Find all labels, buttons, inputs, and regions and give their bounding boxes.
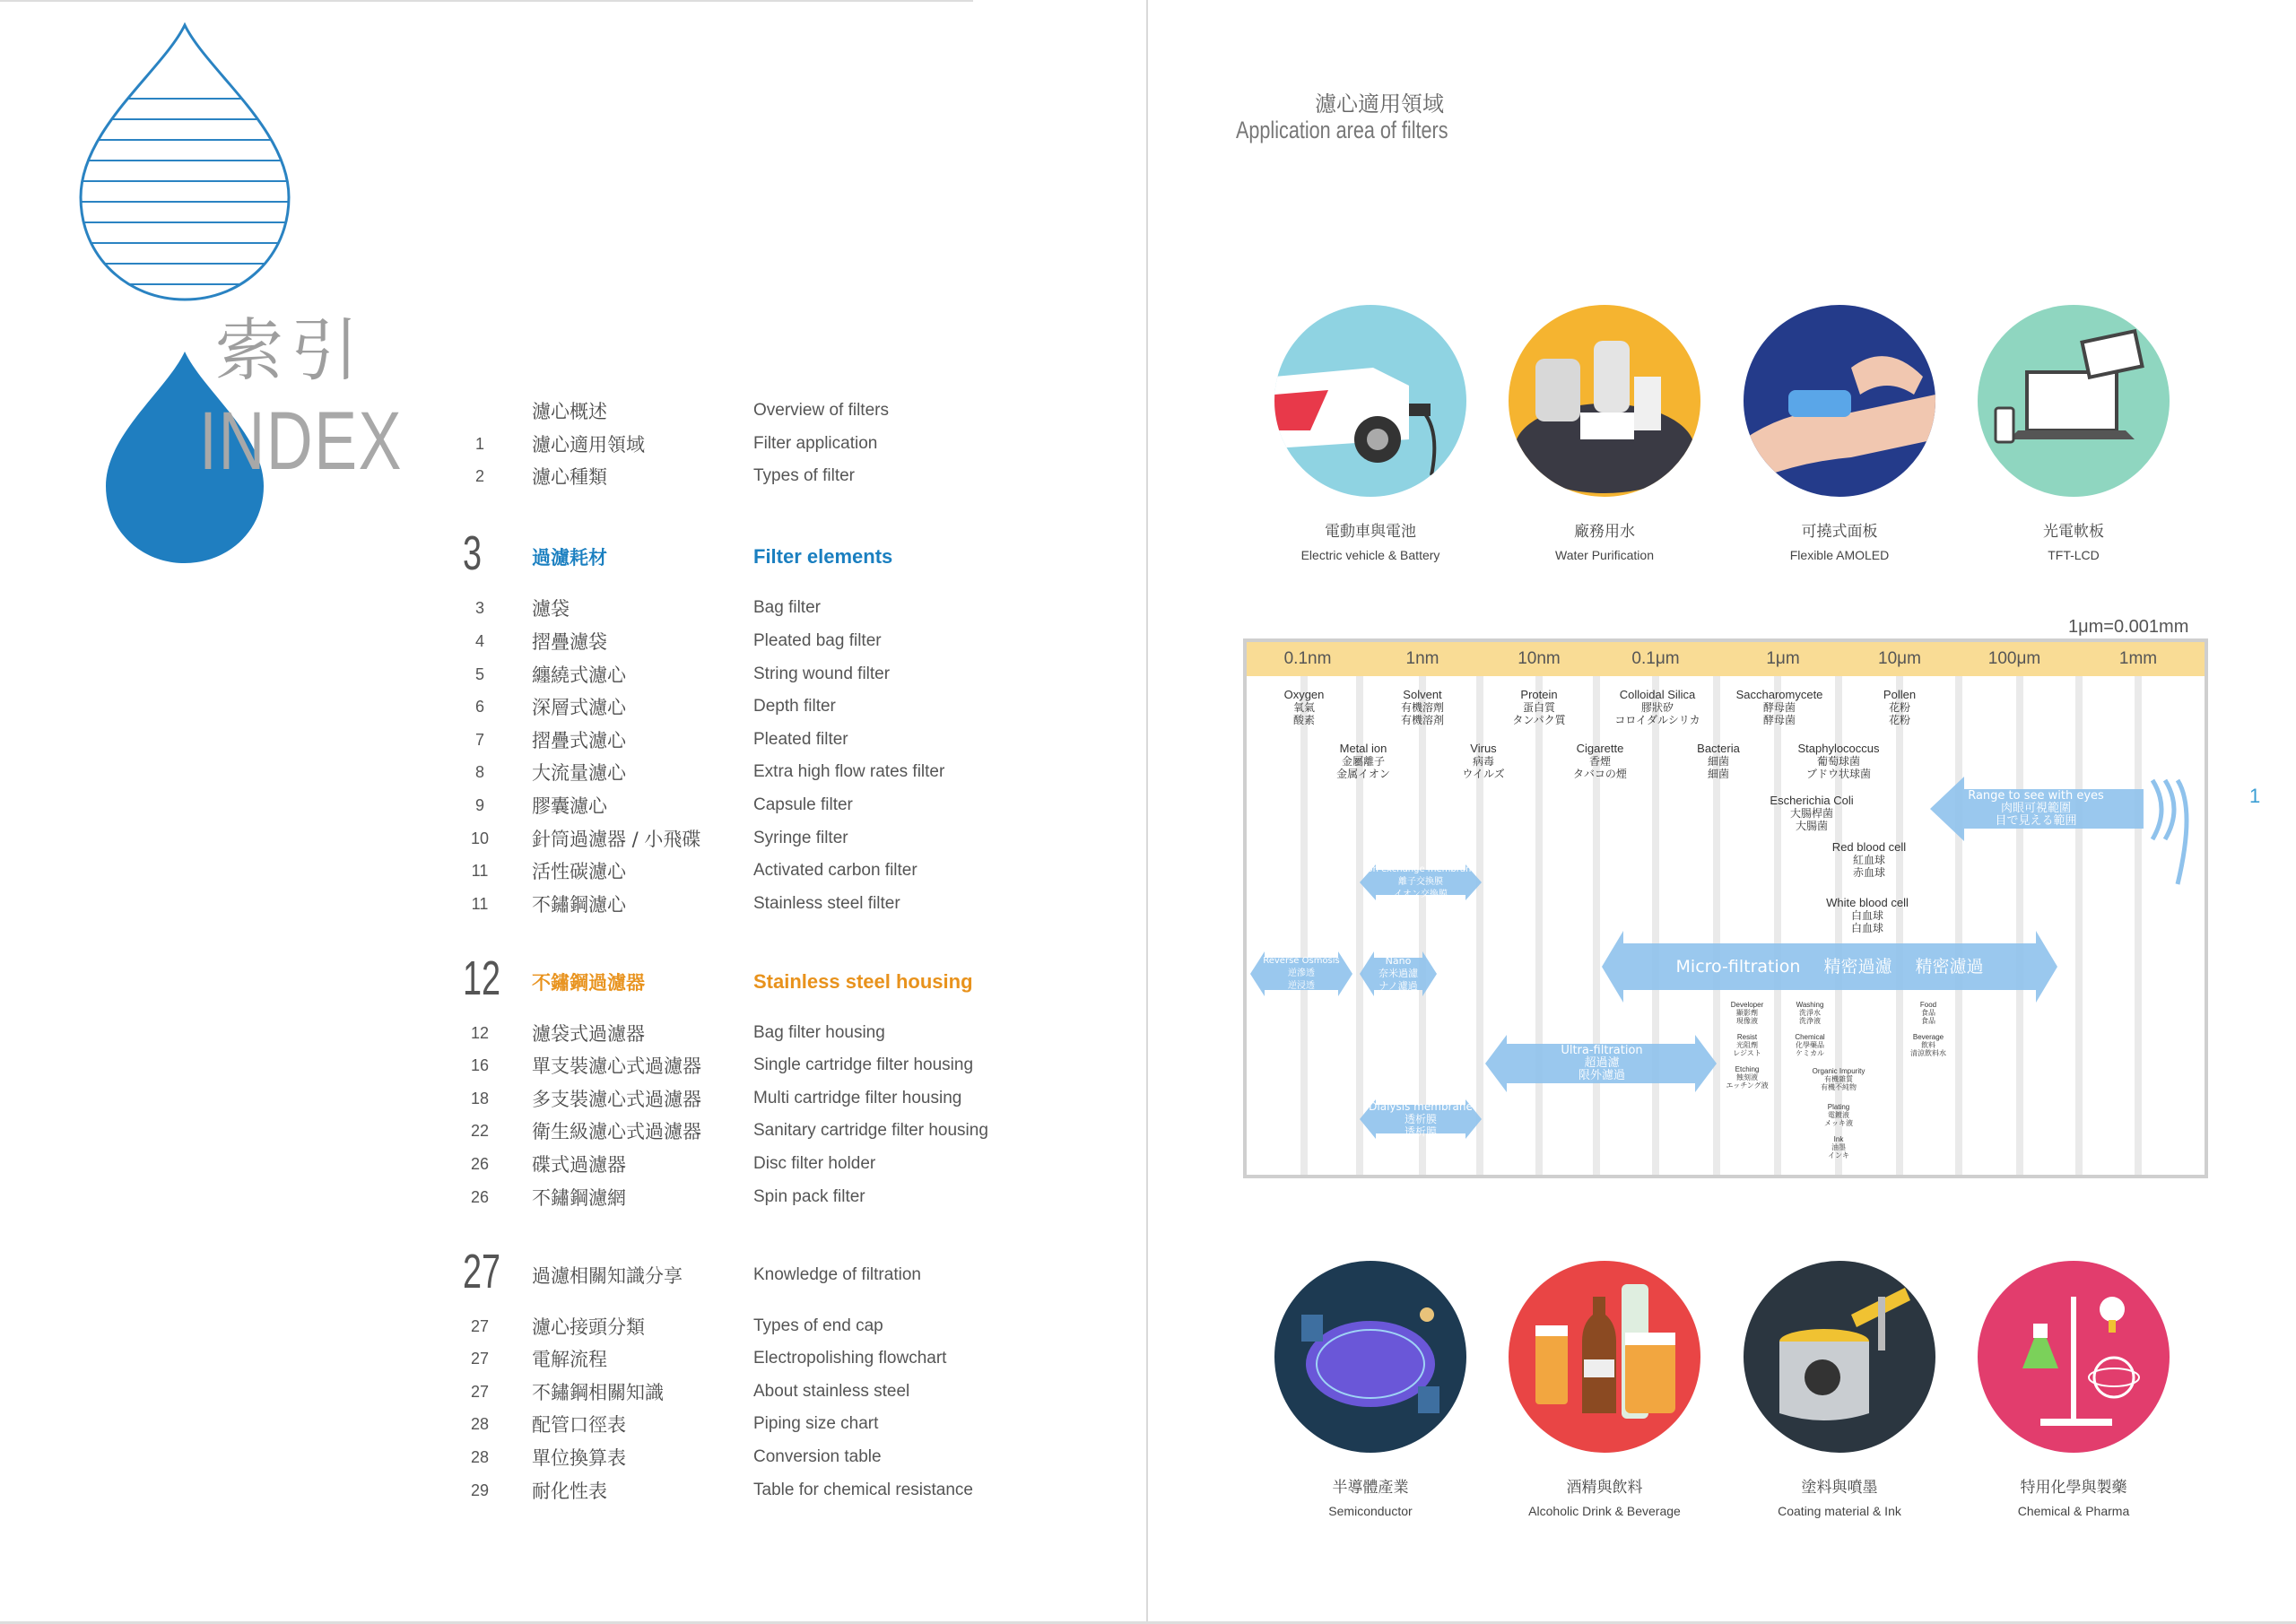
particle-cn: 白血球: [1850, 909, 1883, 922]
application-cn: 洗淨水: [1798, 1009, 1821, 1017]
application-cn: 油墨: [1831, 1143, 1846, 1151]
application-jp: 現像液: [1736, 1017, 1758, 1025]
section-title-en: Stainless steel housing: [753, 970, 973, 993]
particle-jp: 金属イオン: [1336, 768, 1390, 780]
range-cn: 離子交換膜: [1398, 877, 1443, 887]
toc-page-number: 7: [474, 730, 484, 749]
app-beverage[interactable]: [1488, 1261, 1721, 1518]
scale-tick: 10μm: [1878, 649, 1921, 668]
particle-cn: 病毒: [1472, 755, 1494, 768]
application-label: [1726, 1065, 1768, 1090]
toc-page-number: 1: [474, 434, 484, 453]
toc-title-cn: 耐化性表: [532, 1481, 607, 1502]
toc-page-number: 12: [470, 1023, 490, 1042]
application-cn: 顯影劑: [1736, 1009, 1758, 1017]
toc-title-en: Electropolishing flowchart: [753, 1349, 947, 1368]
toc-title-en: Capsule filter: [753, 795, 853, 814]
particle-en: White blood cell: [1826, 896, 1909, 909]
toc-title-cn: 多支裝濾心式過濾器: [532, 1089, 701, 1110]
application-label: [1731, 1001, 1763, 1025]
toc-title-en: Depth filter: [753, 697, 836, 716]
toc-title-cn: 濾心接頭分類: [532, 1316, 645, 1338]
application-jp: 有機不純物: [1821, 1083, 1857, 1091]
range-jp: 透析膜: [1404, 1125, 1438, 1138]
app-label-en: Semiconductor: [1328, 1504, 1413, 1518]
toc-title-cn: 膠囊濾心: [532, 795, 607, 817]
range-jp: 精密濾過: [1915, 957, 1984, 977]
page-title-en: Application area of filters: [1236, 117, 1448, 143]
water-drop-outline-icon: [77, 22, 292, 303]
toc-page-number: 28: [470, 1447, 490, 1466]
particle-en: Saccharomycete: [1735, 688, 1823, 701]
application-label: [1796, 1001, 1824, 1025]
range-cn: 逆滲透: [1287, 968, 1315, 978]
index-title-cn: 索引: [215, 310, 366, 390]
app-label-cn: 廠務用水: [1574, 523, 1635, 541]
toc-title-en: Types of end cap: [753, 1316, 883, 1335]
app-label-cn: 光電軟板: [2043, 523, 2104, 541]
application-jp: 清涼飲料水: [1910, 1049, 1946, 1057]
range-jp: イオン交換膜: [1394, 890, 1448, 899]
application-jp: 食品: [1920, 1017, 1935, 1025]
particle-en: Red blood cell: [1831, 840, 1907, 854]
range-label-ion: [1365, 864, 1477, 901]
particle-en: Virus: [1470, 742, 1497, 755]
range-cn: 透析膜: [1404, 1113, 1438, 1125]
section-title-en: Filter elements: [753, 545, 893, 568]
toc-title-en: Pleated filter: [753, 730, 848, 749]
particle-jp: 白血球: [1850, 922, 1883, 934]
particle-cn: 氧氣: [1292, 701, 1315, 714]
particle-jp: ウイルズ: [1462, 768, 1505, 780]
toc-title-en: Sanitary cartridge filter housing: [753, 1121, 988, 1140]
toc-title-cn: 針筒過濾器 / 小飛碟: [532, 829, 701, 850]
toc-title-cn: 不鏽鋼濾心: [532, 894, 626, 916]
app-label-en: Water Purification: [1555, 548, 1654, 562]
application-jp: ケミカル: [1796, 1049, 1824, 1057]
toc-title-en: Bag filter housing: [753, 1023, 885, 1042]
particle-cn: 酵母菌: [1762, 701, 1796, 714]
particle-en: Solvent: [1403, 688, 1442, 701]
application-label: [1910, 1033, 1946, 1057]
particle-jp: 酸素: [1292, 714, 1315, 726]
toc-title-en: Extra high flow rates filter: [753, 762, 945, 781]
toc-title-cn: 電解流程: [532, 1349, 607, 1370]
toc-title-cn: 摺疊濾袋: [532, 631, 607, 653]
range-label-dialysis: [1369, 1100, 1473, 1138]
application-en: Resist: [1736, 1033, 1758, 1041]
scale-tick: 1nm: [1405, 649, 1439, 668]
application-en: Ink: [1833, 1135, 1844, 1143]
toc-title-en: Spin pack filter: [753, 1187, 865, 1206]
scale-tick: 0.1μm: [1631, 649, 1680, 668]
app-label-en: TFT-LCD: [2048, 548, 2100, 562]
range-jp: 限外濾過: [1578, 1069, 1625, 1082]
application-jp: 洗浄液: [1798, 1017, 1821, 1025]
range-label-eyes: [1968, 790, 2104, 828]
particle-en: Colloidal Silica: [1619, 688, 1696, 701]
toc-title-cn: 活性碳濾心: [532, 861, 626, 882]
range-en: Nano: [1385, 955, 1412, 967]
page-title-cn: 濾心適用領域: [1315, 91, 1444, 117]
app-label-en: Coating material & Ink: [1778, 1504, 1901, 1518]
section-title-en: Knowledge of filtration: [753, 1265, 921, 1284]
wearable-display-icon: [1744, 305, 1935, 497]
toc-title-cn: 濾袋: [532, 598, 570, 620]
application-cn: 有機雜質: [1824, 1075, 1853, 1083]
toc-title-en: Stainless steel filter: [753, 894, 900, 913]
range-en: Ultra-filtration: [1561, 1044, 1643, 1057]
section-number: 27: [463, 1245, 501, 1298]
range-label-micro: [1675, 957, 1984, 977]
particle-jp: 大腸菌: [1795, 820, 1829, 832]
toc-page-number: 27: [470, 1316, 490, 1335]
particle-en: Protein: [1520, 688, 1558, 701]
application-en: Food: [1919, 1001, 1937, 1009]
toc-title-cn: 碟式過濾器: [532, 1154, 626, 1176]
particle-cn: 大腸桿菌: [1789, 807, 1834, 820]
particle-en: Metal ion: [1339, 742, 1387, 755]
app-electric-vehicle[interactable]: [1254, 305, 1487, 562]
particle-jp: 酵母菌: [1762, 714, 1796, 726]
toc-title-cn: 配管口徑表: [532, 1414, 626, 1436]
application-cn: 電鍍液: [1828, 1111, 1849, 1119]
section-title-cn: 不鏽鋼過濾器: [532, 972, 645, 994]
toc-title-en: Overview of filters: [753, 401, 889, 420]
section-title-cn: 過濾耗材: [532, 547, 607, 569]
particle-cn: 葡萄球菌: [1816, 755, 1860, 768]
application-en: Beverage: [1912, 1033, 1944, 1041]
application-jp: レジスト: [1733, 1049, 1761, 1057]
toc-title-en: String wound filter: [753, 664, 891, 683]
laptop-icon: [1978, 305, 2170, 497]
section-title-cn: 過濾相關知識分享: [532, 1265, 683, 1287]
range-label-ro: [1263, 955, 1340, 993]
toc-title-cn: 單支裝濾心式過濾器: [532, 1055, 701, 1077]
application-cn: 食品: [1920, 1009, 1935, 1017]
application-en: Etching: [1735, 1065, 1760, 1073]
particle-en: Bacteria: [1697, 742, 1740, 755]
filtration-range-arrows: [1247, 642, 2205, 1175]
range-label-nano: [1378, 955, 1418, 993]
range-cn: 精密過濾: [1823, 957, 1892, 977]
app-semiconductor[interactable]: [1254, 1261, 1487, 1518]
app-label-cn: 酒精與飲料: [1566, 1479, 1643, 1497]
toc-title-en: Conversion table: [753, 1447, 882, 1466]
particle-en: Cigarette: [1576, 742, 1624, 755]
application-label: [1828, 1135, 1849, 1159]
section-number: 12: [463, 951, 501, 1005]
range-jp: 目で見える範囲: [1995, 814, 2077, 828]
particle-cn: 香煙: [1588, 755, 1612, 768]
toc-title-cn: 深層式濾心: [532, 697, 626, 718]
app-label-en: Flexible AMOLED: [1789, 548, 1890, 562]
toc-title-cn: 不鏽鋼濾網: [532, 1187, 626, 1209]
toc-title-en: Bag filter: [753, 598, 821, 617]
application-en: Developer: [1730, 1001, 1764, 1009]
application-jp: インキ: [1828, 1151, 1849, 1159]
app-label-cn: 電動車與電池: [1325, 523, 1416, 541]
toc-title-en: Types of filter: [753, 466, 855, 485]
particle-jp: 有機溶剤: [1400, 714, 1445, 726]
range-cn: 奈米過濾: [1378, 968, 1418, 979]
particle-jp: タンパク質: [1512, 714, 1566, 726]
page-number: 1: [2249, 785, 2261, 807]
toc-title-cn: 濾心種類: [532, 466, 607, 488]
particle-en: Pollen: [1883, 688, 1917, 701]
particle-cn: 紅血球: [1852, 854, 1886, 866]
app-tft-lcd[interactable]: [1957, 305, 2190, 562]
section-number: 3: [463, 526, 483, 580]
toc-page-number: 29: [470, 1481, 490, 1499]
particle-cn: 金屬離子: [1341, 755, 1386, 768]
application-jp: エッチング液: [1726, 1081, 1769, 1090]
particle-cn: 有機溶劑: [1400, 701, 1445, 714]
application-cn: 飲料: [1921, 1041, 1935, 1049]
toc-page-number: 5: [474, 664, 484, 683]
index-title-en: INDEX: [199, 395, 404, 487]
particle-en: Staphylococcus: [1797, 742, 1880, 755]
application-label: [1733, 1033, 1761, 1057]
toc-page-number: 18: [470, 1089, 490, 1107]
app-flexible-amoled[interactable]: [1723, 305, 1956, 562]
particle-cn: 蛋白質: [1522, 701, 1556, 714]
app-label-en: Electric vehicle & Battery: [1300, 548, 1440, 562]
toc-page-number: 6: [474, 697, 484, 716]
particle-jp: 花粉: [1888, 714, 1911, 726]
toc-title-cn: 纏繞式濾心: [532, 664, 626, 686]
toc-title-en: Activated carbon filter: [753, 861, 918, 880]
toc-page-number: 4: [474, 631, 484, 650]
scale-tick: 10nm: [1518, 649, 1561, 668]
toc-page-number: 2: [474, 466, 484, 485]
toc-title-en: Filter application: [753, 434, 878, 453]
semiconductor-wafer-icon: [1274, 1261, 1466, 1453]
particle-cn: 花粉: [1888, 701, 1911, 714]
scale-tick: 1μm: [1766, 649, 1800, 668]
scale-tick: 0.1nm: [1283, 649, 1332, 668]
toc-title-cn: 濾心概述: [532, 401, 607, 422]
top-rule: [0, 0, 973, 2]
app-water-purification[interactable]: [1488, 305, 1721, 562]
range-cn: 超過濾: [1584, 1056, 1620, 1070]
particle-jp: 赤血球: [1852, 866, 1886, 879]
particle-jp: コロイダルシリカ: [1614, 714, 1700, 726]
application-en: Plating: [1827, 1103, 1850, 1111]
range-jp: ナノ濾過: [1378, 980, 1418, 992]
application-en: Organic Impurity: [1812, 1067, 1866, 1075]
scale-tick: 100μm: [1987, 649, 2041, 668]
toc-title-cn: 濾袋式過濾器: [532, 1023, 645, 1045]
unit-note: 1μm=0.001mm: [2068, 617, 2189, 637]
toc-page-number: 27: [470, 1349, 490, 1368]
toc-page-number: 26: [470, 1154, 490, 1173]
application-cn: 光阻劑: [1736, 1041, 1758, 1049]
app-chemical-pharma[interactable]: [1957, 1261, 2190, 1518]
range-label-ultra: [1561, 1045, 1642, 1082]
filtration-spectrum-chart: [1243, 638, 2208, 1178]
toc-page-number: 28: [470, 1414, 490, 1433]
toc-title-en: Disc filter holder: [753, 1154, 876, 1173]
application-label: [1795, 1033, 1824, 1057]
particle-cn: 膠狀矽: [1640, 701, 1674, 714]
app-label-cn: 半導體產業: [1332, 1479, 1409, 1497]
particle-en: Escherichia Coli: [1770, 794, 1854, 807]
application-label: [1920, 1001, 1936, 1025]
toc-title-cn: 摺疊式濾心: [532, 730, 626, 751]
toc-title-en: Pleated bag filter: [753, 631, 882, 650]
toc-title-cn: 衛生級濾心式過濾器: [532, 1121, 701, 1142]
application-jp: メッキ液: [1824, 1119, 1853, 1127]
toc-title-en: Syringe filter: [753, 829, 848, 847]
particle-jp: ブドウ状球菌: [1805, 768, 1871, 780]
particle-cn: 細菌: [1707, 755, 1730, 768]
paint-can-icon: [1744, 1261, 1935, 1453]
application-en: Washing: [1796, 1001, 1824, 1009]
particle-jp: タバコの煙: [1573, 768, 1627, 780]
toc-title-cn: 單位換算表: [532, 1447, 626, 1469]
range-en: Range to see with eyes: [1968, 789, 2104, 803]
range-en: Micro-filtration: [1675, 957, 1801, 977]
application-label: [1824, 1103, 1853, 1127]
app-label-en: Chemical & Pharma: [2017, 1504, 2130, 1518]
toc-page-number: 22: [470, 1121, 490, 1140]
toc-page-number: 26: [470, 1187, 490, 1206]
range-cn: 肉眼可視範圍: [2000, 802, 2072, 815]
particle-en: Oxygen: [1283, 688, 1325, 701]
scale-tick: 1mm: [2118, 649, 2158, 668]
toc-page-number: 8: [474, 762, 484, 781]
toc-title-cn: 濾心適用領域: [532, 434, 645, 456]
app-label-cn: 特用化學與製藥: [2020, 1479, 2127, 1497]
app-label-cn: 塗料與噴墨: [1801, 1479, 1878, 1497]
range-en: Dialysis membrane: [1369, 1100, 1473, 1113]
app-label-en: Alcoholic Drink & Beverage: [1528, 1504, 1681, 1518]
particle-jp: 細菌: [1707, 768, 1730, 780]
toc-title-en: Table for chemical resistance: [753, 1481, 973, 1499]
application-label: [1813, 1067, 1866, 1091]
toc-page-number: 11: [471, 861, 489, 880]
app-coating-ink[interactable]: [1723, 1261, 1956, 1518]
toc-page-number: 16: [470, 1055, 490, 1074]
toc-page-number: 3: [474, 598, 484, 617]
range-jp: 逆浸透: [1287, 981, 1315, 991]
application-en: Chemical: [1795, 1033, 1825, 1041]
toc-title-en: Multi cartridge filter housing: [753, 1089, 962, 1107]
range-en: Ion exchange membrane: [1364, 864, 1477, 874]
beer-bottle-icon: [1509, 1261, 1700, 1453]
toc-title-cn: 大流量濾心: [532, 762, 626, 784]
chemistry-flask-icon: [1978, 1261, 2170, 1453]
toc-page-number: 27: [470, 1382, 490, 1401]
toc-page-number: 11: [471, 894, 489, 913]
toc-page-number: 9: [474, 795, 484, 814]
toc-page-number: 10: [470, 829, 490, 847]
application-cn: 化學藥品: [1796, 1041, 1824, 1049]
range-en: Reverse Osmosis: [1263, 956, 1340, 966]
toc-title-en: Single cartridge filter housing: [753, 1055, 974, 1074]
app-label-cn: 可撓式面板: [1801, 523, 1878, 541]
water-plant-icon: [1509, 305, 1700, 497]
toc-title-en: Piping size chart: [753, 1414, 879, 1433]
application-cn: 蝕刻液: [1736, 1073, 1758, 1081]
electric-car-icon: [1274, 305, 1466, 497]
toc-title-cn: 不鏽鋼相關知識: [532, 1382, 664, 1403]
toc-title-en: About stainless steel: [753, 1382, 910, 1401]
